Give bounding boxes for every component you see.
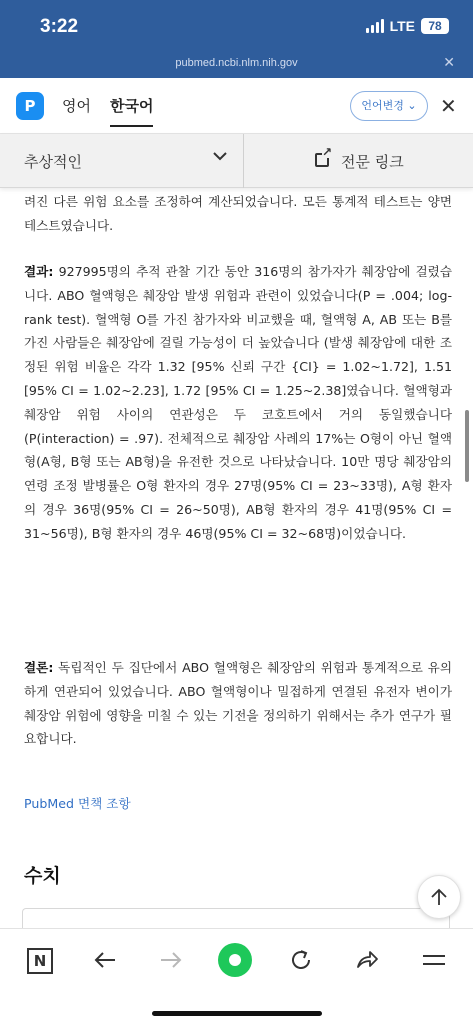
change-language-button[interactable] bbox=[350, 91, 428, 121]
papago-logo-icon[interactable]: P bbox=[16, 92, 44, 120]
url-bar[interactable] bbox=[0, 52, 473, 78]
change-language-label: 언어변경 bbox=[361, 99, 404, 112]
status-time: 3:22 bbox=[40, 16, 79, 37]
conclusions-text: 독립적인 두 집단에서 ABO 혈액형은 췌장암의 위험과 통계적으로 유의하게 연관되어 있었습니다. ABO 혈액형이나 밀접하게 연결된 유전자 변이가 췌장암 위험에 영향을 미칠 수 있는 기전을 정의하기 위해서는 추가 연구가 필요합니다. bbox=[24, 660, 452, 747]
chevron-down-icon: ⌄ bbox=[407, 99, 417, 112]
forward-arrow-icon bbox=[158, 947, 184, 973]
chevron-down-icon bbox=[212, 148, 228, 168]
arrow-up-icon bbox=[429, 887, 449, 907]
figures-container bbox=[22, 908, 450, 928]
translate-bar bbox=[0, 78, 473, 134]
full-text-link[interactable] bbox=[245, 134, 473, 188]
forward-button[interactable] bbox=[154, 943, 188, 977]
signal-icon bbox=[366, 19, 384, 33]
url-text[interactable]: pubmed.ncbi.nlm.nih.gov bbox=[175, 57, 298, 69]
abstract-methods-tail: 려진 다른 위험 요소를 조정하여 계산되었습니다. 모든 통계적 테스트는 양면 테스트였습니다. bbox=[24, 194, 452, 233]
menu-button[interactable] bbox=[417, 943, 451, 977]
abstract-content bbox=[0, 188, 473, 928]
abstract-conclusions bbox=[24, 656, 452, 751]
scroll-to-top-button[interactable] bbox=[417, 875, 461, 919]
naver-icon: N bbox=[27, 948, 53, 974]
home-indicator[interactable] bbox=[152, 1011, 322, 1016]
share-icon bbox=[354, 947, 380, 973]
close-icon[interactable]: ✕ bbox=[440, 94, 457, 118]
network-type: LTE bbox=[389, 18, 415, 34]
figures-heading: 수치 bbox=[24, 865, 61, 887]
menu-icon bbox=[421, 947, 447, 973]
scrollbar[interactable] bbox=[465, 410, 469, 482]
pubmed-disclaimer-link[interactable]: PubMed 면책 조항 bbox=[24, 796, 131, 811]
battery-icon: 78 bbox=[421, 18, 449, 34]
naver-button[interactable] bbox=[23, 943, 57, 977]
external-link-icon bbox=[315, 153, 329, 167]
share-button[interactable] bbox=[350, 943, 384, 977]
reload-icon bbox=[288, 947, 314, 973]
abstract-label: 추상적인 bbox=[24, 153, 82, 171]
section-bar bbox=[0, 134, 473, 188]
browser-toolbar bbox=[0, 928, 473, 1024]
status-bar bbox=[0, 0, 473, 52]
reload-button[interactable] bbox=[284, 943, 318, 977]
conclusions-label: 결론: bbox=[24, 660, 54, 675]
home-icon bbox=[218, 943, 252, 977]
status-indicators bbox=[366, 18, 449, 34]
close-icon[interactable]: ✕ bbox=[443, 55, 455, 71]
tab-target-language[interactable]: 한국어 bbox=[110, 97, 154, 115]
full-text-label: 전문 링크 bbox=[341, 153, 404, 171]
back-button[interactable] bbox=[88, 943, 122, 977]
abstract-dropdown[interactable] bbox=[0, 134, 244, 188]
results-text: 927995명의 추적 관찰 기간 동안 316명의 참가자가 췌장암에 걸렸습니다. ABO 혈액형은 췌장암 발생 위험과 관련이 있었습니다(P = .004; log-rank test). 혈액형 O를 가진 참가자와 비교했을 때, 혈액형 A, AB 또는 B를 가진 사람들은 췌장암에 걸릴 가능성이 더 높았습니다 (발생 췌장암에 대한 조정된 위험 비율은 각각 1.32 [95% 신뢰 구간 {CI} = 1.02~1.72], 1.51 [95% CI = 1.02~2.23], 1.72 [95% CI = 1.25~2.38]였습니다. 혈액형과 췌장암 위험 사이의 연관성은 두 코호트에서 거의 동일했습니다 (P(interaction) = .97). 전체적으로 췌장암 사례의 17%는 O형이 아닌 혈액형(A형, B형 또는 AB형)을 유전한 것으로 나타났습니다. 10만 명당 췌장암의 연령 조정 발병률은 O형 환자의 경우 27명(95% CI = 23~33명), A형 환자의 경우 36명(95% CI = 26~50명), AB형 환자의 경우 41명(95% CI = 31~56명), B형 환자의 경우 46명(95% CI = 32~68명)이었습니다. bbox=[24, 264, 452, 541]
abstract-results bbox=[24, 260, 452, 546]
results-label: 결과: bbox=[24, 264, 54, 279]
back-arrow-icon bbox=[92, 947, 118, 973]
home-button[interactable] bbox=[218, 943, 252, 977]
tab-source-language[interactable]: 영어 bbox=[62, 97, 91, 115]
